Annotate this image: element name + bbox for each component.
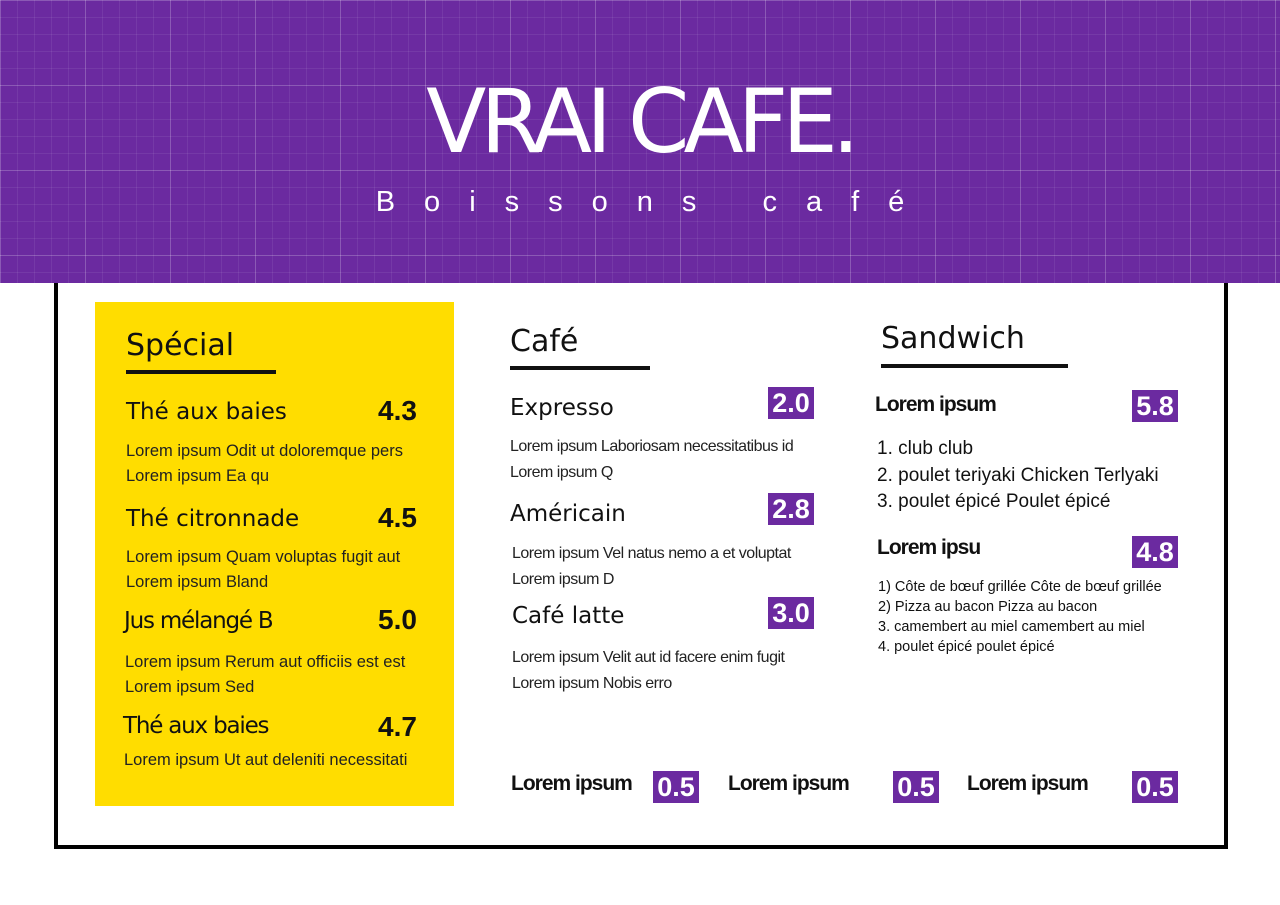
extra-item-name: Lorem ipsum bbox=[728, 772, 849, 795]
cafe-item-desc bbox=[510, 434, 793, 486]
special-item-name: Thé aux baies bbox=[126, 399, 287, 425]
list-item: 2. poulet teriyaki Chicken Terlyaki bbox=[877, 464, 1159, 486]
cafe-title: Café bbox=[510, 324, 579, 359]
list-item: 3. poulet épicé Poulet épicé bbox=[877, 491, 1111, 512]
desc-line: Lorem ipsum Ut aut deleniti necessitati bbox=[124, 751, 408, 769]
extra-price-badge: 0.5 bbox=[653, 771, 699, 803]
list-item: 1) Côte de bœuf grillée Côte de bœuf grillée bbox=[878, 579, 1162, 595]
sandwich-price-badge: 4.8 bbox=[1132, 536, 1178, 568]
cafe-item-name: Américain bbox=[510, 501, 626, 527]
special-title: Spécial bbox=[126, 328, 235, 363]
special-item-desc bbox=[126, 439, 403, 489]
desc-line: Lorem ipsum Vel natus nemo a et voluptat bbox=[512, 545, 791, 562]
cafe-item-name: Café latte bbox=[512, 603, 625, 629]
special-item-name: Thé citronnade bbox=[126, 506, 300, 532]
special-item-desc bbox=[126, 545, 400, 595]
special-item-desc bbox=[124, 748, 407, 773]
special-item-price: 4.5 bbox=[378, 502, 417, 533]
cafe-item-name: Expresso bbox=[510, 395, 614, 421]
extra-price-badge: 0.5 bbox=[1132, 771, 1178, 803]
extra-price-badge: 0.5 bbox=[893, 771, 939, 803]
sandwich-item-name: Lorem ipsu bbox=[877, 536, 981, 559]
cafe-price-badge: 2.8 bbox=[768, 493, 814, 525]
desc-line: Lorem ipsum Nobis erro bbox=[512, 675, 672, 692]
special-item-name: Thé aux baies bbox=[123, 713, 269, 739]
cafe-price-badge: 2.0 bbox=[768, 387, 814, 419]
special-item-price: 4.7 bbox=[378, 711, 417, 742]
sandwich-price-badge: 5.8 bbox=[1132, 390, 1178, 422]
list-item: 3. camembert au miel camembert au miel bbox=[878, 619, 1145, 635]
list-item: 2) Pizza au bacon Pizza au bacon bbox=[878, 599, 1098, 615]
special-item-price: 4.3 bbox=[378, 395, 417, 426]
brand-subtitle: Boissons café bbox=[375, 186, 934, 218]
extra-item-name: Lorem ipsum bbox=[967, 772, 1088, 795]
cafe-item-desc bbox=[512, 645, 784, 697]
desc-line: Lorem ipsum Ea qu bbox=[126, 467, 270, 485]
list-item: 1. club club bbox=[877, 438, 974, 459]
desc-line: Lorem ipsum Quam voluptas fugit aut bbox=[126, 548, 401, 566]
desc-line: Lorem ipsum Laboriosam necessitatibus id bbox=[510, 438, 794, 455]
special-item-name: Jus mélangé B bbox=[124, 608, 273, 634]
brand-title: VRAI CAFE. bbox=[426, 70, 854, 173]
sandwich-item-name: Lorem ipsum bbox=[875, 393, 996, 416]
special-title-underline bbox=[126, 370, 276, 374]
sandwich-title-underline bbox=[881, 364, 1068, 368]
desc-line: Lorem ipsum Bland bbox=[126, 573, 269, 591]
sandwich-item-list bbox=[878, 577, 1162, 657]
cafe-price-badge: 3.0 bbox=[768, 597, 814, 629]
desc-line: Lorem ipsum Q bbox=[510, 464, 613, 481]
desc-line: Lorem ipsum Velit aut id facere enim fugit bbox=[512, 649, 785, 666]
extra-item-name: Lorem ipsum bbox=[511, 772, 632, 795]
desc-line: Lorem ipsum D bbox=[512, 571, 614, 588]
cafe-item-desc bbox=[512, 541, 791, 593]
desc-line: Lorem ipsum Rerum aut officiis est est bbox=[125, 653, 406, 671]
header-banner bbox=[0, 0, 1280, 283]
sandwich-item-list bbox=[877, 436, 1159, 516]
sandwich-title: Sandwich bbox=[881, 321, 1025, 356]
cafe-title-underline bbox=[510, 366, 650, 370]
special-item-price: 5.0 bbox=[378, 604, 417, 635]
special-item-desc bbox=[125, 650, 405, 700]
list-item: 4. poulet épicé poulet épicé bbox=[878, 639, 1055, 655]
desc-line: Lorem ipsum Sed bbox=[125, 678, 255, 696]
desc-line: Lorem ipsum Odit ut doloremque pers bbox=[126, 442, 403, 460]
